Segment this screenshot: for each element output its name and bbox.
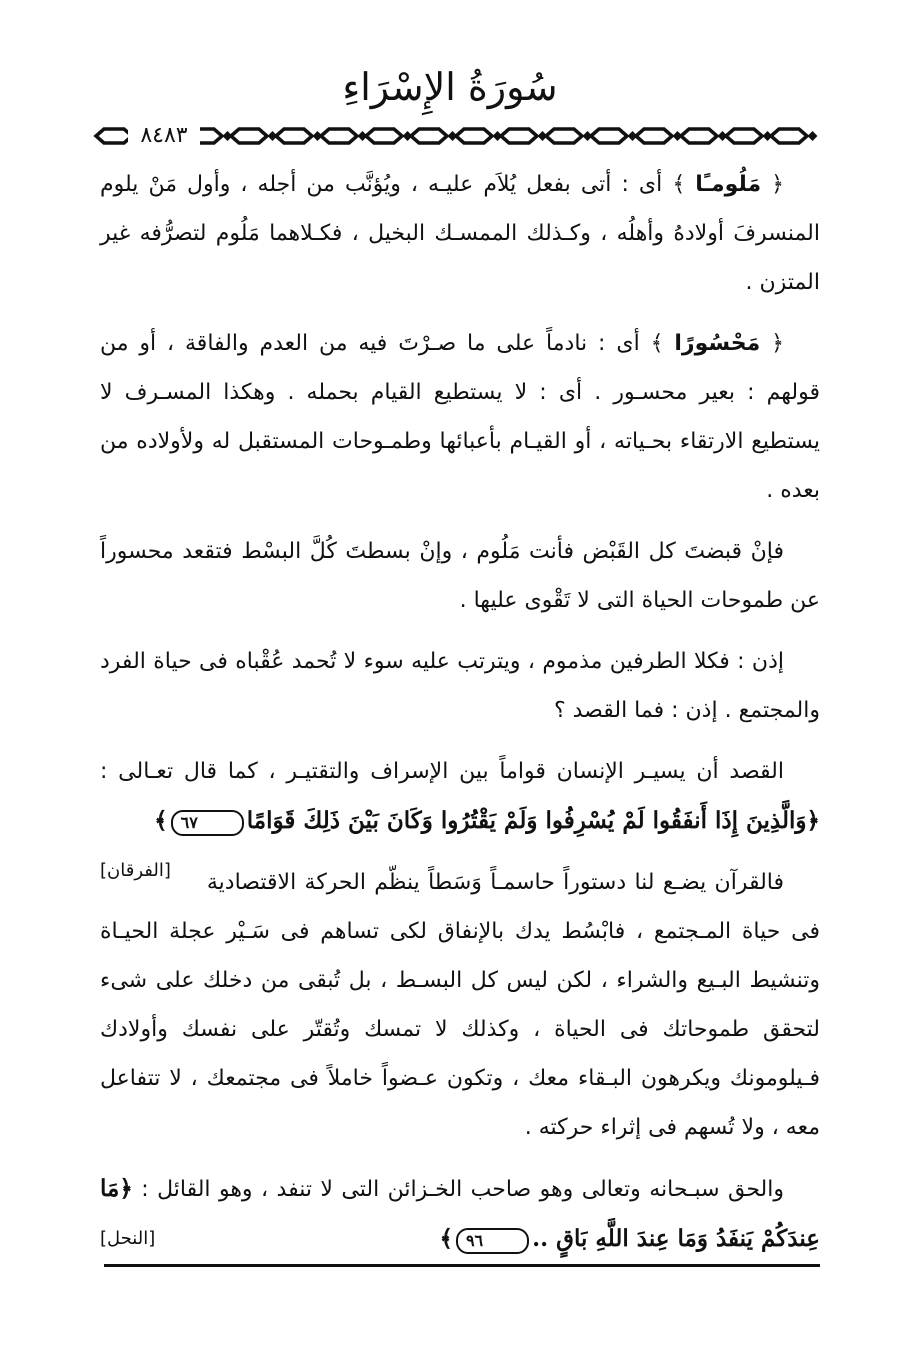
surah-reference: [الفرقان] — [100, 860, 171, 881]
page-number: ٨٤٨٣ — [128, 120, 200, 152]
ayah-number: ٦٧ — [171, 810, 244, 836]
definition-text: أى : نادماً على ما صـرْتَ فيه من العدم والفاقة ، أو من قولهم : بعير محسـور . أى : لا يستطيع القيام بحمله . وهكذا المسـرف لا يستطيع الارتقاء بحـياته ، أو القيـام بأعبائها وطمـوحات المستقبل له ولأولاده من بعده . — [100, 331, 820, 503]
defined-word: مَحْسُورًا — [674, 331, 761, 356]
defined-word: مَلُومـًا — [695, 172, 762, 197]
ornament-border — [92, 123, 856, 149]
page-body — [100, 160, 820, 1276]
paragraph-malum: ﴿ مَلُومـًا ﴾ أى : أتى بفعل يُلاَم عليـه ، ويُؤنَّب من أجله ، وأول مَنْ يلوم المنسرفَ أولادهُ وأهلُه ، وكـذلك الممسـك البخيل ، فكـلاهما مَلُوم لتصرُّفه غير المتزن . — [100, 172, 820, 295]
paragraph-mahsur: ﴿ مَحْسُورًا ﴾ أى : نادماً على ما صـرْتَ فيه من العدم والفاقة ، أو من قولهم : بعير محسـور . أى : لا يستطيع القيام بحمله . وهكذا المسـرف لا يستطيع الارتقاء بحـياته ، أو القيـام بأعبائها وطمـوحات المستقبل له ولأولاده من بعده . — [100, 331, 820, 503]
paragraph: فإنْ قبضتَ كل القَبْض فأنت مَلُوم ، وإنْ بسطتَ كُلَّ البسْط فتقعد محسوراً عن طموحات الحياة التى لا تَقْوى عليها . — [100, 539, 820, 613]
paragraph: فالقرآن يضـع لنا دستوراً حاسمـاً وَسَطاً ينظّم الحركة الاقتصادية فى حياة المـجتمع ، فابْسُط يدك بالإنفاق لكى تساهم فى سَـيْر عجلة الحيـاة وتنشيط البـيع والشراء ، لكن ليس كل البسـط ، بل تُبقى من دخلك على شىء لتحقق طموحاتك فى الحياة ، وكذلك لا تمسك وتُقتّر على نفسك وأولادك فـيلومونك ويكرهون البـقاء معك ، وتكون عـضواً خاملاً فى مجتمعك ، لا تتفاعل معه ، ولا تُسهم فى إثراء حركته . — [100, 870, 820, 1140]
ayah-number: ٩٦ — [456, 1228, 529, 1254]
quran-verse: ﴿وَالَّذِينَ إِذَا أَنفَقُوا لَمْ يُسْرِفُوا وَلَمْ يَقْتُرُوا وَكَانَ بَيْنَ ذَلِكَ قَوَامًا٦٧﴾ — [154, 807, 820, 834]
surah-reference: [النحل] — [100, 1228, 156, 1249]
paragraph-final: والحق سبـحانه وتعالى وهو صاحب الخـزائن التى لا تنفد ، وهو القائل : ﴿مَا عِندَكُمْ يَنفَدُ وَمَا عِندَ اللَّهِ بَاقٍ ..٩٦﴾ [النحل] — [100, 1164, 820, 1264]
paragraph: إذن : فكلا الطرفين مذموم ، ويترتب عليه سوء لا تُحمد عُقْباه فى حياة الفرد والمجتمع . إذن : فما القصد ؟ — [100, 649, 820, 723]
footer-rule — [104, 1264, 820, 1267]
quran-verse: ﴿مَا عِندَكُمْ يَنفَدُ وَمَا عِندَ اللَّهِ بَاقٍ ..٩٦﴾ — [100, 1175, 820, 1252]
surah-title: سُورَةُ الإِسْرَاءِ — [342, 65, 558, 109]
definition-text: أى : أتى بفعل يُلاَم عليـه ، ويُؤنَّب من أجله ، وأول مَنْ يلوم المنسرفَ أولادهُ وأهلُه ، وكـذلك الممسـك البخيل ، فكـلاهما مَلُوم لتصرُّفه غير المتزن . — [100, 172, 820, 295]
paragraph-qasd: القصد أن يسيـر الإنسان قواماً بين الإسراف والتقتيـر ، كما قال تعـالى : ﴿وَالَّذِينَ إِذَا أَنفَقُوا لَمْ يُسْرِفُوا وَلَمْ يَقْتُرُوا وَكَانَ بَيْنَ ذَلِكَ قَوَامًا٦٧﴾ [الفرقان] — [100, 747, 820, 846]
